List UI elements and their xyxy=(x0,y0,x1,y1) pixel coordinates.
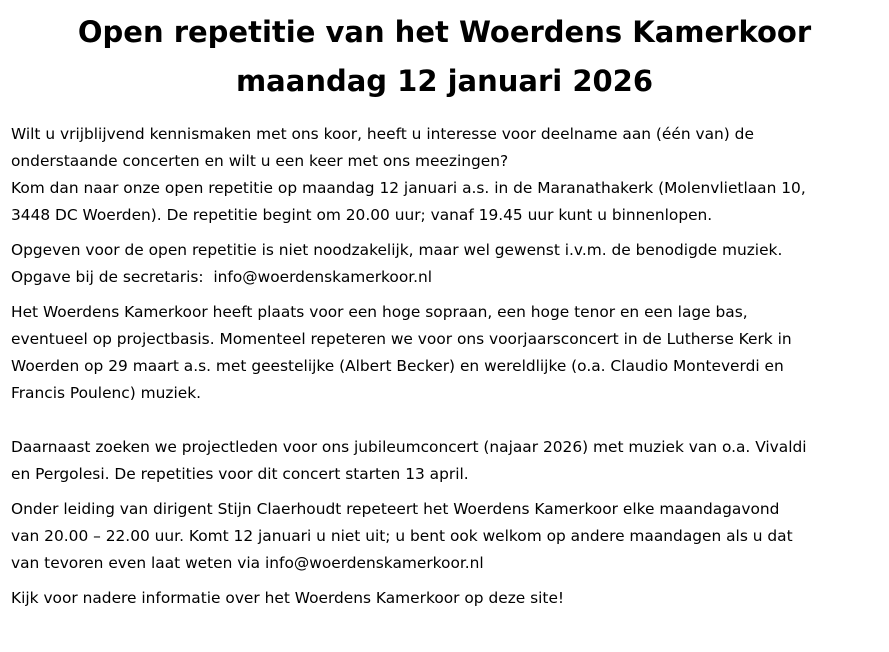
signup-line xyxy=(11,264,883,291)
closing-text[interactable]: Kijk voor nadere informatie over het Woerdens Kamerkoor op deze site! xyxy=(11,589,565,607)
page-title: Open repetitie van het Woerdens Kamerkoor xyxy=(77,15,812,49)
text-line: Het Woerdens Kamerkoor heeft plaats voor een hoge sopraan, een hoge tenor en een lage bas, xyxy=(11,303,748,321)
text-line: Wilt u vrijblijvend kennismaken met ons koor, heeft u interesse voor deelname aan (één van) de xyxy=(11,125,754,143)
text-line: van 20.00 – 22.00 uur. Komt 12 januari u niet uit; u bent ook welkom op andere maandagen als u dat xyxy=(11,527,793,545)
paragraph-vacancies xyxy=(11,299,883,407)
page-subtitle-date: maandag 12 januari 2026 xyxy=(235,64,654,98)
text-line: Daarnaast zoeken we projectleden voor ons jubileumconcert (najaar 2026) met muziek van o.a. Vivaldi xyxy=(11,438,807,456)
paragraph-intro xyxy=(11,121,883,229)
spacer xyxy=(11,415,883,434)
paragraph-jubilee xyxy=(11,434,883,488)
body-text xyxy=(11,121,883,620)
text-line: Woerden op 29 maart a.s. met geestelijke (Albert Becker) en wereldlijke (o.a. Claudio Monteverdi en xyxy=(11,357,784,375)
contact-email-link[interactable]: info@woerdenskamerkoor.nl xyxy=(265,554,484,572)
text-line: onderstaande concerten en wilt u een keer met ons meezingen? xyxy=(11,152,509,170)
text-line: Kom dan naar onze open repetitie op maandag 12 januari a.s. in de Maranathakerk (Molenvlietlaan 10, xyxy=(11,179,806,197)
paragraph-rehearsals xyxy=(11,496,883,577)
notice-line xyxy=(11,550,883,577)
secretary-email-link[interactable]: info@woerdenskamerkoor.nl xyxy=(213,268,433,286)
signup-label: Opgave bij de secretaris: xyxy=(11,268,214,286)
text-line: en Pergolesi. De repetities voor dit concert starten 13 april. xyxy=(11,465,469,483)
paragraph-signup xyxy=(11,237,883,291)
text-line: eventueel op projectbasis. Momenteel repeteren we voor ons voorjaarsconcert in de Lutherse Kerk in xyxy=(11,330,792,348)
paragraph-closing xyxy=(11,585,883,612)
text-line: 3448 DC Woerden). De repetitie begint om 20.00 uur; vanaf 19.45 uur kunt u binnenlopen. xyxy=(11,206,713,224)
text-line: Francis Poulenc) muziek. xyxy=(11,384,202,402)
notice-label: van tevoren even laat weten via xyxy=(11,554,265,572)
text-line: Opgeven voor de open repetitie is niet noodzakelijk, maar wel gewenst i.v.m. de benodigde muziek. xyxy=(11,241,783,259)
text-line: Onder leiding van dirigent Stijn Claerhoudt repeteert het Woerdens Kamerkoor elke maandagavond xyxy=(11,500,780,518)
